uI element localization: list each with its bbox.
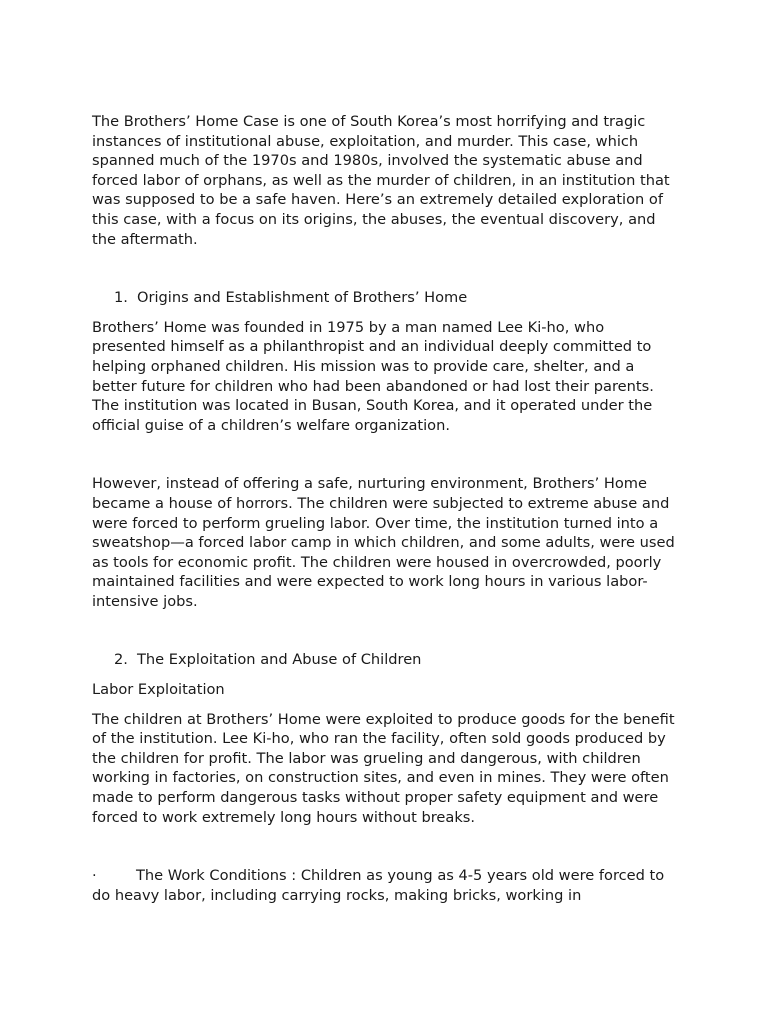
bullet-work-conditions bbox=[92, 866, 682, 905]
section-heading-origins bbox=[92, 288, 682, 308]
section-heading-exploitation bbox=[92, 650, 682, 670]
intro-paragraph: The Brothers’ Home Case is one of South Korea’s most horrifying and tragic instances of institutional abuse, exploitation, and murder. This case, which spanned much of the 1970s and 1980s, involved the systematic abuse and forced labor of orphans, as well as the murder of children, in an institution that was supposed to be a safe haven. Here’s an extremely detailed exploration of this case, with a focus on its origins, the abuses, the eventual discovery, and the aftermath. bbox=[92, 113, 670, 248]
bullet-text: The Work Conditions : Children as young as 4-5 years old were forced to do heavy labor, including carrying rocks, making bricks, working in bbox=[92, 867, 665, 904]
section-title: The Exploitation and Abuse of Children bbox=[137, 651, 422, 669]
section-number: 1. bbox=[114, 289, 128, 307]
origins-paragraph-2: However, instead of offering a safe, nurturing environment, Brothers’ Home became a house of horrors. The children were subjected to extreme abuse and were forced to perform grueling labor. Over time, the institution turned into a sweatshop—a forced labor camp in which children, and some adults, were used as tools for economic profit. The children were housed in overcrowded, poorly maintained facilities and were expected to work long hours in various labor-intensive jobs. bbox=[92, 475, 675, 610]
section-number: 2. bbox=[114, 651, 128, 669]
section-title: Origins and Establishment of Brothers’ Home bbox=[137, 289, 468, 307]
labor-paragraph: The children at Brothers’ Home were exploited to produce goods for the benefit of the institution. Lee Ki-ho, who ran the facility, often sold goods produced by the children for profit. The labor was grueling and dangerous, with children working in factories, on construction sites, and even in mines. They were often made to perform dangerous tasks without proper safety equipment and were forced to work extremely long hours without breaks. bbox=[92, 710, 675, 826]
origins-paragraph-1: Brothers’ Home was founded in 1975 by a man named Lee Ki-ho, who presented himself as a philanthropist and an individual deeply committed to helping orphaned children. His mission was to provide care, shelter, and a better future for children who had been abandoned or had lost their parents. The institution was located in Busan, South Korea, and it operated under the official guise of a children’s welfare organization. bbox=[92, 318, 654, 434]
subheading-labor-exploitation: Labor Exploitation bbox=[92, 681, 225, 699]
bullet-mark: · bbox=[92, 867, 97, 885]
document-page bbox=[92, 112, 682, 905]
